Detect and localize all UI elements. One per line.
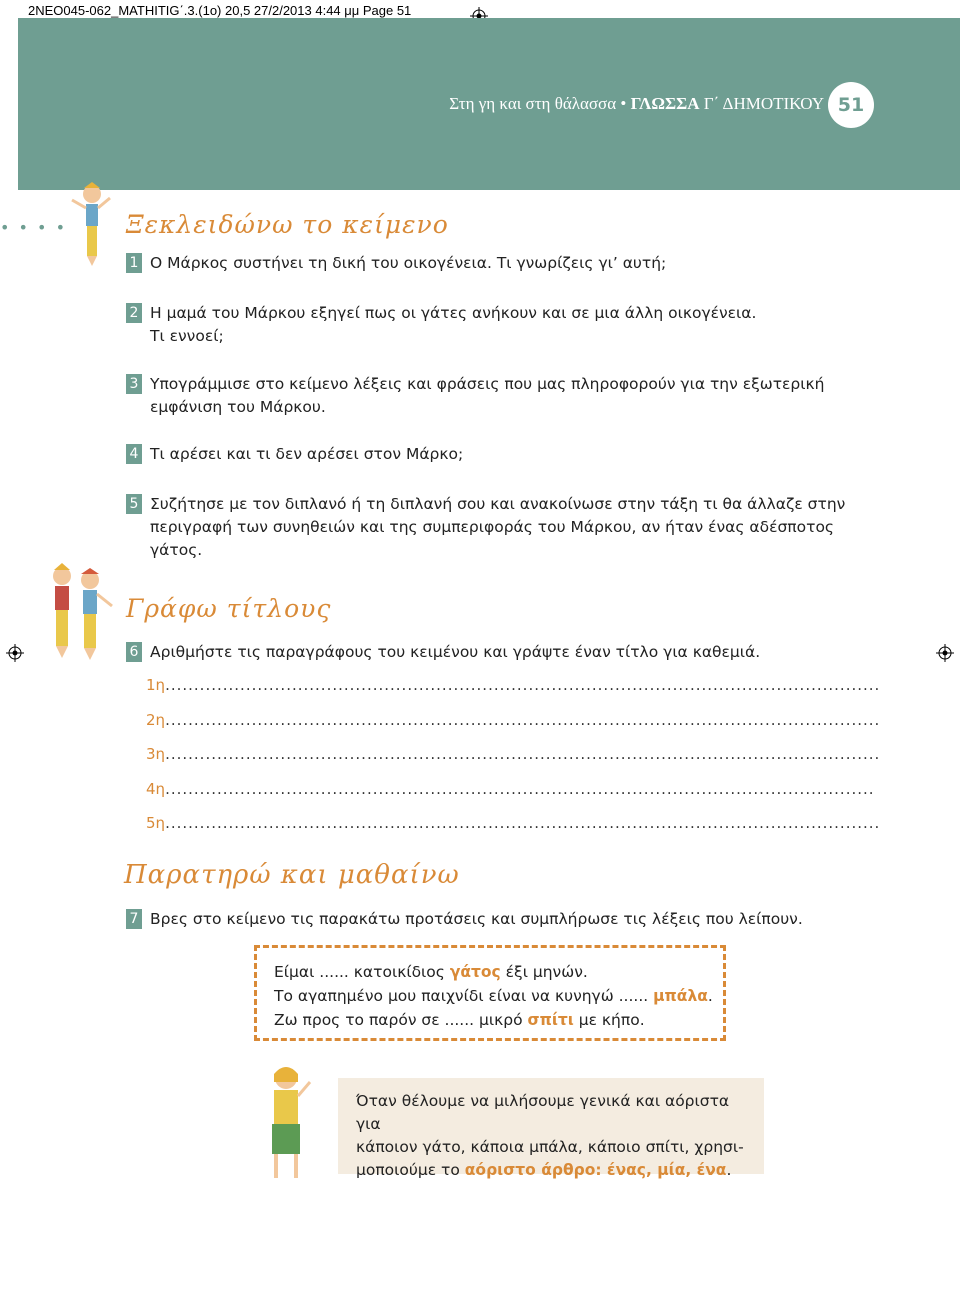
subject-label: ΓΛΩΣΣΑ (630, 94, 700, 113)
grade-label: Γ΄ ΔΗΜΟΤΙΚΟΥ (703, 94, 824, 113)
section-title: Παρατηρώ και μαθαίνω (124, 860, 460, 890)
fill-in-sentence (274, 984, 713, 1008)
decorative-dots: • • • • (0, 218, 68, 237)
question-text: Τι αρέσει και τι δεν αρέσει στον Μάρκο; (150, 445, 464, 463)
answer-dots: ............................................................................................................................ (165, 745, 881, 763)
fill-in-text: έξι μηνών. (500, 963, 588, 981)
question-number: 4 (126, 444, 142, 464)
question-number: 7 (126, 909, 142, 929)
answer-label: 1η (146, 676, 166, 694)
section-title: Γράφω τίτλους (126, 594, 332, 623)
answer-line[interactable] (146, 814, 880, 832)
question-6 (126, 641, 846, 664)
bullet-separator: • (620, 94, 627, 113)
question-text: Αριθμήστε τις παραγράφους του κειμένου και γράψτε έναν τίτλο για καθεμιά. (150, 643, 761, 661)
question-3 (126, 373, 846, 419)
note-line: κάποιον γάτο, κάποια μπάλα, κάποιο σπίτι, χρησι- (356, 1138, 744, 1156)
grammar-note (338, 1078, 764, 1179)
question-number: 6 (126, 642, 142, 662)
answer-label: 3η (146, 745, 166, 763)
answer-dots: ............................................................................................................................ (165, 676, 881, 694)
note-highlight: αόριστο άρθρο: ένας, μία, ένα (464, 1161, 727, 1179)
question-number: 5 (126, 494, 142, 514)
teacher-illustration-icon (252, 1060, 322, 1190)
question-2 (126, 302, 846, 348)
question-text: Βρες στο κείμενο τις παρακάτω προτάσεις και συμπλήρωσε τις λέξεις που λείπουν. (150, 910, 803, 928)
fill-in-text: Είμαι ...... κατοικίδιος (274, 963, 450, 981)
question-number: 3 (126, 374, 142, 394)
answer-label: 2η (146, 711, 166, 729)
fill-in-word: γάτος (449, 963, 501, 981)
question-7 (126, 908, 846, 931)
registration-mark-icon (936, 644, 954, 662)
section-title: Ξεκλειδώνω το κείμενο (126, 210, 449, 239)
question-number: 2 (126, 303, 142, 323)
note-line (356, 1159, 750, 1182)
fill-in-sentence (274, 960, 588, 984)
registration-mark-icon (6, 644, 24, 662)
question-4 (126, 443, 846, 466)
answer-line[interactable] (146, 745, 880, 763)
chapter-title: Στη γη και στη θάλασσα (449, 94, 617, 113)
header-title (449, 94, 824, 114)
question-number: 1 (126, 253, 142, 273)
question-text: Η μαμά του Μάρκου εξηγεί πως οι γάτες ανήκουν και σε μια άλλη οικογένεια. Τι εννοεί; (150, 304, 757, 345)
fill-in-text: . (707, 987, 713, 1005)
note-line: Όταν θέλουμε να μιλήσουμε γενικά και αόριστα για (356, 1092, 730, 1133)
fill-in-word: σπίτι (527, 1011, 574, 1029)
note-text: . (726, 1161, 732, 1179)
question-5 (126, 493, 846, 562)
answer-dots: ............................................................................................................................ (165, 711, 881, 729)
answer-line[interactable] (146, 676, 880, 694)
answer-line[interactable] (146, 711, 880, 729)
answer-dots: ............................................................................................................................ (165, 814, 881, 832)
answer-dots: ........................................................................................................................... (165, 780, 875, 798)
question-text: Υπογράμμισε στο κείμενο λέξεις και φράσεις που μας πληροφορούν για την εξωτερική εμφάνιση του Μάρκου. (150, 375, 825, 416)
print-slug: 2NEO045-062_MATHITIG΄.3.(1ο) 20,5 27/2/2013 4:44 μμ Page 51 (28, 3, 412, 18)
two-children-illustration-icon (36, 560, 118, 668)
fill-in-text: Ζω προς το παρόν σε ...... μικρό (274, 1011, 528, 1029)
pencil-boy-illustration-icon (66, 180, 118, 270)
page-number: 51 (828, 82, 874, 128)
question-1 (126, 252, 846, 275)
note-text: μοποιούμε το (356, 1161, 465, 1179)
answer-line[interactable] (146, 780, 875, 798)
fill-in-word: μπάλα (653, 987, 708, 1005)
question-text: Συζήτησε με τον διπλανό ή τη διπλανή σου και ανακοίνωσε στην τάξη τι θα άλλαζε στην περιγραφή των συνηθειών και της συμπεριφοράς του Μάρκου, αν ήταν ένας αδέσποτος γάτος. (150, 495, 846, 559)
answer-label: 4η (146, 780, 166, 798)
question-text: Ο Μάρκος συστήνει τη δική του οικογένεια. Τι γνωρίζεις γι’ αυτή; (150, 254, 667, 272)
fill-in-sentence (274, 1008, 645, 1032)
answer-label: 5η (146, 814, 166, 832)
fill-in-text: με κήπο. (573, 1011, 645, 1029)
fill-in-text: Το αγαπημένο μου παιχνίδι είναι να κυνηγώ ...... (274, 987, 654, 1005)
